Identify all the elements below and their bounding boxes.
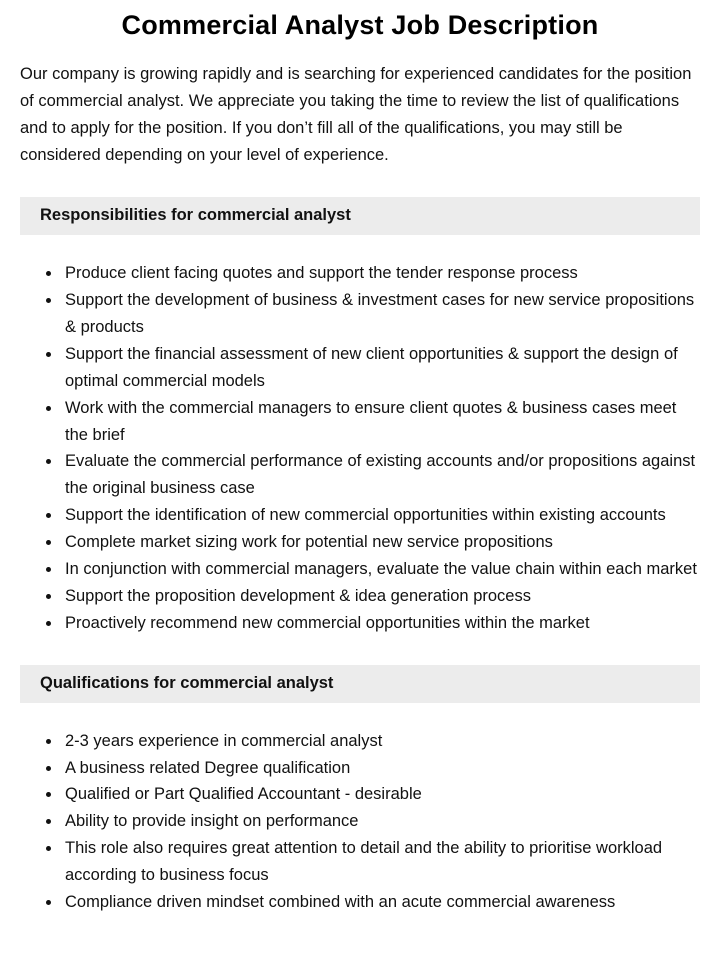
list-item: • Evaluate the commercial performance of existing accounts and/or propositions against the original business case [62,448,700,502]
list-item: • Qualified or Part Qualified Accountant - desirable [62,781,700,808]
list-item: • In conjunction with commercial managers, evaluate the value chain within each market [62,556,700,583]
page-title: Commercial Analyst Job Description [121,10,599,40]
list-item: • Support the identification of new commercial opportunities within existing accounts [62,502,700,529]
list-item: • Ability to provide insight on performance [62,808,700,835]
list-item: • Support the financial assessment of new client opportunities & support the design of optimal commercial models [62,341,700,395]
list-item: • A business related Degree qualification [62,755,700,782]
section-header-responsibilities: Responsibilities for commercial analyst [20,197,700,235]
list-item: • Produce client facing quotes and support the tender response process [62,260,700,287]
intro-paragraph: Our company is growing rapidly and is searching for experienced candidates for the position of commercial analyst. We appreciate you taking the time to review the list of qualifications and to apply for the position. If you don’t fill all of the qualifications, you may still be considered depending on your level of experience. [20,65,692,165]
list-item: • Support the development of business & investment cases for new service propositions & products [62,287,700,341]
list-item: • 2-3 years experience in commercial analyst [62,728,700,755]
list-item: • Complete market sizing work for potential new service propositions [62,529,700,556]
list-item: • Work with the commercial managers to ensure client quotes & business cases meet the brief [62,395,700,449]
section-header-qualifications: Qualifications for commercial analyst [20,665,700,703]
list-item: • Compliance driven mindset combined with an acute commercial awareness [62,889,700,916]
list-item: • Proactively recommend new commercial opportunities within the market [62,610,700,637]
responsibilities-list [44,260,700,636]
list-item: • Support the proposition development & idea generation process [62,583,700,610]
list-item: • This role also requires great attention to detail and the ability to prioritise workload according to business focus [62,835,700,889]
qualifications-list [44,728,700,916]
